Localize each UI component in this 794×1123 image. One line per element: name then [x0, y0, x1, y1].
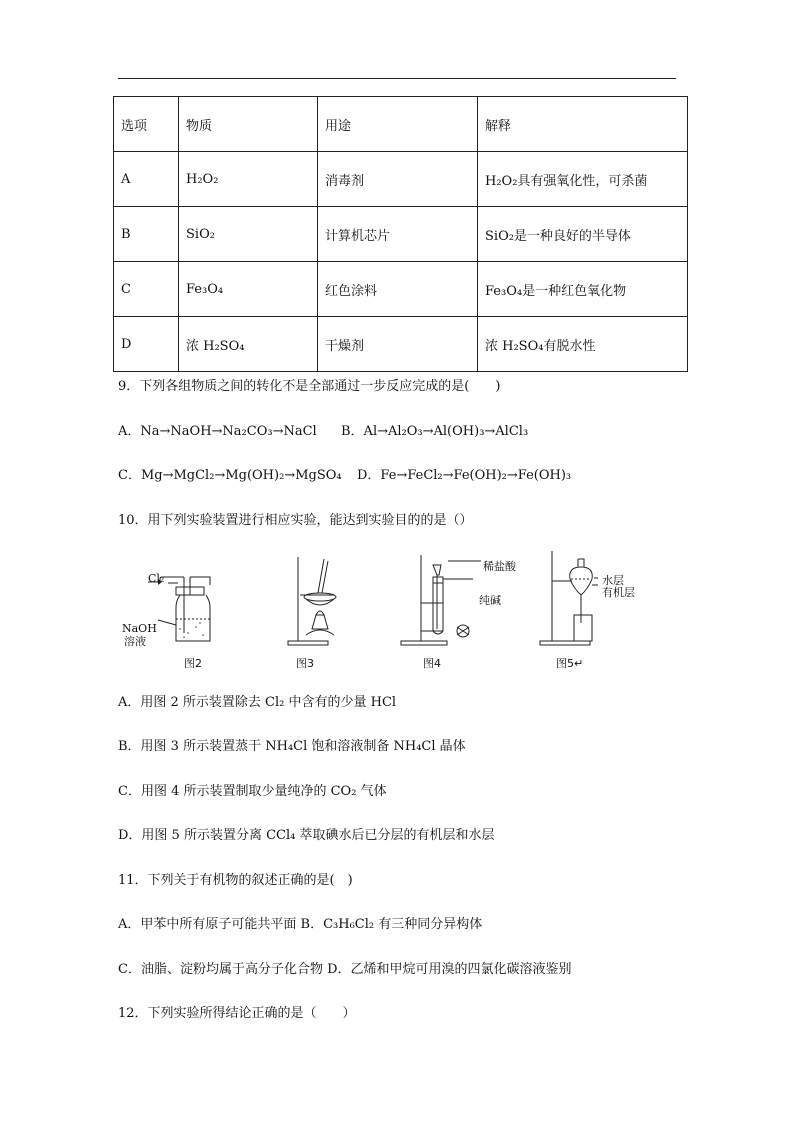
table-cell: H₂O₂ [179, 152, 318, 207]
question-10-stem: 10．用下列实验装置进行相应实验，能达到实验目的的是（） [118, 513, 473, 528]
table-cell: C [114, 262, 179, 317]
table-row [114, 152, 688, 207]
figure-4-caption: 图4 [423, 657, 441, 670]
naoh-label: NaOH [122, 622, 157, 635]
options-table [113, 96, 688, 372]
apparatus-figures [118, 545, 678, 670]
table-cell: 消毒剂 [318, 152, 478, 207]
table-cell: H₂O₂具有强氧化性，可杀菌 [478, 152, 688, 207]
table-cell: 浓 H₂SO₄ [179, 317, 318, 372]
water-layer-label: 水层 [602, 574, 624, 587]
header-rule [118, 78, 676, 79]
table-row [114, 262, 688, 317]
question-9-option-a: A．Na→NaOH→Na₂CO₃→NaCl [118, 424, 317, 439]
table-cell: D [114, 317, 179, 372]
table-cell: SiO₂是一种良好的半导体 [478, 207, 688, 262]
separatory-funnel-diagram [538, 545, 678, 655]
table-header-row [114, 97, 688, 152]
table-row [114, 207, 688, 262]
table-header-cell: 解释 [478, 97, 688, 152]
question-9-stem: 9．下列各组物质之间的转化不是全部通过一步反应完成的是( ) [118, 379, 501, 394]
solution-label: 溶液 [124, 635, 146, 648]
table-cell: Fe₃O₄ [179, 262, 318, 317]
figure-3 [278, 545, 368, 670]
table-cell: SiO₂ [179, 207, 318, 262]
question-11-options-cd: C．油脂、淀粉均属于高分子化合物 D．乙烯和甲烷可用溴的四氯化碳溶液鉴别 [118, 962, 572, 977]
figure-5 [538, 545, 678, 670]
table-cell: 计算机芯片 [318, 207, 478, 262]
table-header-cell: 选项 [114, 97, 179, 152]
question-12-stem: 12．下列实验所得结论正确的是（ ） [118, 1006, 356, 1021]
question-11-options-ab: A．甲苯中所有原子可能共平面 B．C₃H₆Cl₂ 有三种同分异构体 [118, 917, 483, 932]
table-cell: 干燥剂 [318, 317, 478, 372]
cl2-label: Cl₂ [148, 572, 165, 585]
question-10-option-c: C．用图 4 所示装置制取少量纯净的 CO₂ 气体 [118, 784, 387, 799]
evaporating-dish-diagram [278, 545, 368, 655]
organic-layer-label: 有机层 [602, 586, 635, 599]
question-9-option-b: B．Al→Al₂O₃→Al(OH)₃→AlCl₃ [341, 424, 529, 439]
question-9-option-d: D．Fe→FeCl₂→Fe(OH)₂→Fe(OH)₃ [357, 468, 572, 483]
table-cell: B [114, 207, 179, 262]
dilute-hcl-label: 稀盐酸 [483, 560, 516, 573]
table-header-cell: 物质 [179, 97, 318, 152]
question-11-stem: 11．下列关于有机物的叙述正确的是( ) [118, 873, 353, 888]
table-cell: A [114, 152, 179, 207]
table-header-cell: 用途 [318, 97, 478, 152]
question-10-option-d: D．用图 5 所示装置分离 CCl₄ 萃取碘水后已分层的有机层和水层 [118, 828, 495, 843]
figure-2-caption: 图2 [184, 657, 202, 670]
figure-5-caption: 图5↵ [556, 657, 584, 670]
question-10-option-b: B．用图 3 所示装置蒸干 NH₄Cl 饱和溶液制备 NH₄Cl 晶体 [118, 739, 466, 754]
question-10-option-a: A．用图 2 所示装置除去 Cl₂ 中含有的少量 HCl [118, 695, 397, 710]
figure-3-caption: 图3 [296, 657, 314, 670]
table-cell: 浓 H₂SO₄有脱水性 [478, 317, 688, 372]
figure-4 [393, 545, 533, 670]
table-cell: 红色涂料 [318, 262, 478, 317]
soda-ash-label: 纯碱 [479, 594, 501, 607]
table-cell: Fe₃O₄是一种红色氧化物 [478, 262, 688, 317]
figure-2 [118, 545, 228, 670]
question-9-option-c: C．Mg→MgCl₂→Mg(OH)₂→MgSO₄ [118, 468, 342, 483]
table-row [114, 317, 688, 372]
